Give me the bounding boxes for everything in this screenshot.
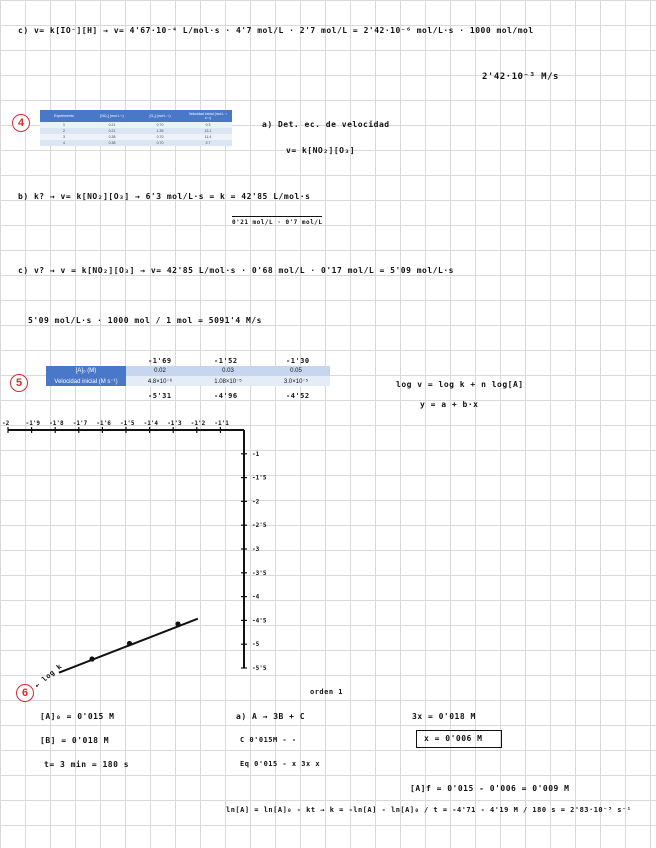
table-header: [NO₂] (mol L⁻¹) (88, 110, 136, 122)
log-top-1: -1'69 (148, 357, 172, 365)
table-header: [O₃] (mol L⁻¹) (136, 110, 184, 122)
data-point (175, 621, 180, 626)
y-tick-label: -5 (252, 641, 260, 649)
y-tick-label: -4'5 (252, 617, 267, 625)
x-tick-label: -1'2 (190, 420, 206, 427)
table-cell: 1.08×10⁻⁵ (194, 376, 262, 386)
x-tick-label: -1'8 (49, 420, 64, 427)
table-cell: 0.03 (194, 366, 262, 376)
y-tick-label: -3 (252, 546, 260, 553)
p3-c-line: c) v= k[IO⁻][H] → v= 4'67·10⁻⁴ L/mol·s · 4'7 mol/L · 2'7 mol/L = 2'42·10⁻⁶ mol/L·s · 1000 mol/mol (18, 26, 534, 35)
p6-a-final: [A]f = 0'015 - 0'006 = 0'009 M (410, 784, 570, 793)
table-cell: 2.7 (184, 140, 232, 146)
table-cell: 1 (40, 122, 88, 128)
x-tick-label: -2 (2, 420, 10, 427)
p6-ln-line: ln[A] = ln[A]₀ - kt → k = -ln[A] - ln[A]₀ / t = -4'71 - 4'19 M / 180 s = 2'83·10⁻³ s⁻¹ (226, 806, 632, 814)
y-tick-label: -5'5 (252, 665, 267, 672)
problem-5-marker: 5 (10, 374, 28, 392)
table-cell: 11.4 (184, 134, 232, 140)
log-top-2: -1'52 (214, 357, 238, 365)
p5-eq2: y = a + b·x (420, 400, 479, 409)
x-tick-label: -1'9 (25, 420, 41, 427)
x-tick-label: -1'6 (96, 420, 111, 427)
x-tick-label: -1'1 (214, 420, 229, 427)
x-tick-label: -1'5 (120, 420, 135, 427)
y-tick-label: -4 (252, 593, 260, 601)
y-tick-label: -1'5 (252, 474, 267, 482)
table-cell: 0.05 (262, 366, 330, 376)
p6-reaction: a) A → 3B + C (236, 712, 306, 721)
table-cell: 4 (40, 140, 88, 146)
table-cell: 4.8×10⁻⁶ (126, 376, 194, 386)
row-label: Velocidad inicial (M s⁻¹) (46, 376, 126, 386)
p6-a0: [A]₀ = 0'015 M (40, 712, 115, 721)
table-cell: 0.3 (184, 122, 232, 128)
line-label: ← log k (33, 662, 64, 690)
p4-b-line: b) k? → v= k[NO₂][O₃] → 6'3 mol/L·s = k = 42'85 L/mol·s (18, 192, 311, 201)
p6-row-c: C 0'015M - - (240, 736, 297, 744)
p5-eq1: log v = log k + n log[A] (396, 380, 524, 389)
data-point (127, 641, 132, 646)
y-tick-label: -1 (252, 450, 260, 458)
table-cell: 0.70 (136, 140, 184, 146)
table-cell: 1.39 (136, 128, 184, 134)
p6-x-boxed: x = 0'006 M (424, 734, 483, 743)
problem-4-marker: 4 (12, 114, 30, 132)
p4-a-formula: v= k[NO₂][O₃] (286, 146, 356, 155)
log-bottom-2: -4'96 (214, 392, 238, 400)
y-tick-label: -2 (252, 498, 260, 506)
p6-3x: 3x = 0'018 M (412, 712, 476, 721)
log-top-3: -1'30 (286, 357, 310, 365)
x-tick-label: -1'7 (72, 420, 88, 427)
table-cell: 0.70 (136, 122, 184, 128)
problem-6-marker: 6 (16, 684, 34, 702)
table-cell: 2 (40, 128, 88, 134)
y-tick-label: -2'5 (252, 522, 267, 530)
table-cell: 3.0×10⁻⁵ (262, 376, 330, 386)
table-cell: 0.38 (88, 140, 136, 146)
table-cell: 0.21 (88, 128, 136, 134)
row-label: [A]₀ (M) (46, 366, 126, 376)
table-cell: 0.38 (88, 134, 136, 140)
table-cell: 0.70 (136, 134, 184, 140)
table-cell: 0.02 (126, 366, 194, 376)
x-tick-label: -1'4 (143, 420, 159, 427)
y-tick-label: -3'5 (252, 569, 267, 577)
table-cell: 0.21 (88, 122, 136, 128)
p4-a-text: a) Det. ec. de velocidad (262, 120, 390, 129)
p3-c-result: 2'42·10⁻³ M/s (482, 72, 559, 82)
data-point (89, 656, 94, 661)
table-header: Experimento (40, 110, 88, 122)
table-cell: 13.1 (184, 128, 232, 134)
p4-b-denominator: 0'21 mol/L · 0'7 mol/L (232, 216, 322, 226)
p6-row-eq: Eq 0'015 - x 3x x (240, 760, 321, 768)
log-bottom-1: -5'31 (148, 392, 172, 400)
p6-t: t= 3 min = 180 s (44, 760, 130, 769)
table-header: Velocidad inicial (mol L⁻¹ s⁻¹) (184, 110, 232, 122)
table-cell: 3 (40, 134, 88, 140)
p4-c-line: c) v? → v = k[NO₂][O₃] → v= 42'85 L/mol·s · 0'68 mol/L · 0'17 mol/L = 5'09 mol/L·s (18, 266, 454, 275)
p6-b: [B] = 0'018 M (40, 736, 110, 745)
x-tick-label: -1'3 (167, 420, 182, 427)
p4-c-line2: 5'09 mol/L·s · 1000 mol / 1 mol = 5091'4 M/s (28, 316, 262, 325)
log-bottom-3: -4'52 (286, 392, 310, 400)
p6-order-note: orden 1 (310, 688, 344, 696)
